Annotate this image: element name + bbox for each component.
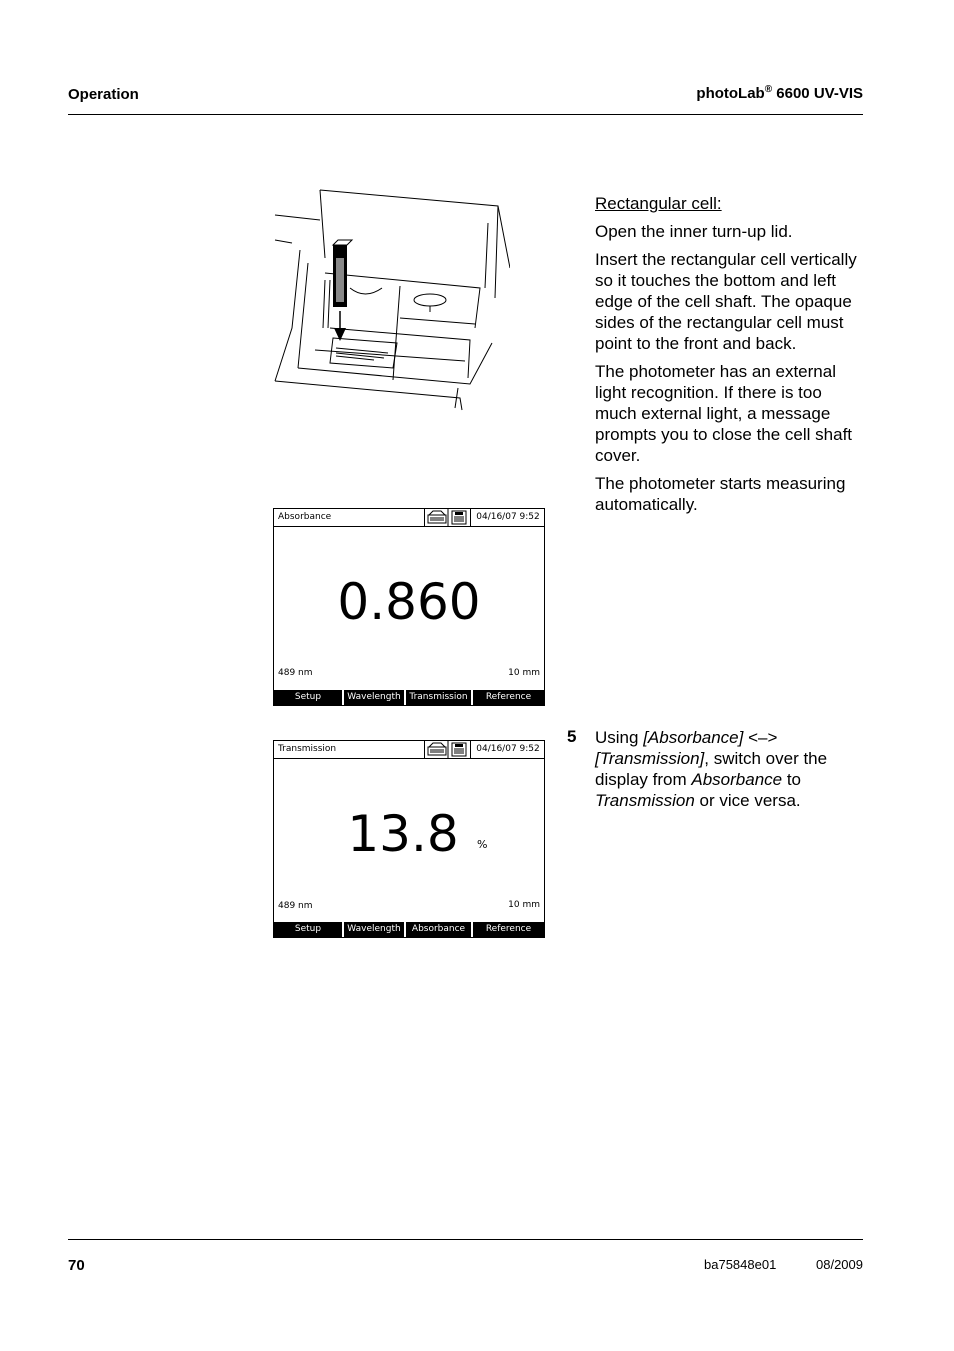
softkey-absorbance[interactable]: Absorbance [406, 922, 471, 937]
softkey-transmission[interactable]: Transmission [406, 690, 471, 705]
step-text-part: <–> [743, 728, 778, 747]
display-datetime: 04/16/07 9:52 [470, 741, 545, 758]
softkey-reference[interactable]: Reference [473, 922, 544, 937]
header-rule [68, 114, 863, 115]
step-text-part: to [782, 770, 802, 789]
softkey-setup[interactable]: Setup [274, 922, 342, 937]
measured-unit: % [477, 838, 488, 851]
absorbance-display [273, 508, 545, 706]
mode-transmission: Transmission [595, 791, 695, 810]
measured-value: 13.8 [347, 805, 459, 863]
step-text-part: or vice versa. [694, 791, 801, 810]
running-header-section: Operation [68, 86, 139, 103]
step-text-part: Using [595, 728, 644, 747]
mode-absorbance: Absorbance [691, 770, 783, 789]
document-id: ba75848e01 [704, 1257, 777, 1272]
softkey-reference[interactable]: Reference [473, 690, 544, 705]
measured-value: 0.860 [337, 573, 481, 631]
section-heading: Rectangular cell: [595, 194, 722, 213]
pathlength-readout: 10 mm [508, 668, 540, 678]
running-header-product [696, 84, 863, 102]
footer-rule [68, 1239, 863, 1240]
document-date: 08/2009 [816, 1257, 863, 1272]
product-model: 6600 UV-VIS [772, 85, 863, 102]
softkey-bar [274, 690, 544, 705]
step-text-part: , switch over the display from [595, 749, 828, 789]
printer-icon [425, 509, 471, 526]
display-datetime: 04/16/07 9:52 [470, 509, 545, 526]
pathlength-readout: 10 mm [508, 900, 540, 910]
step-number: 5 [567, 727, 577, 746]
display-mode-title: Absorbance [278, 512, 332, 522]
product-name: photoLab [696, 85, 765, 102]
cell-insertion-illustration [270, 188, 510, 412]
wavelength-readout: 489 nm [278, 668, 313, 678]
instructions-column [595, 193, 865, 522]
display-status-bar [274, 509, 544, 527]
step-text [595, 727, 865, 811]
softkey-wavelength[interactable]: Wavelength [344, 922, 404, 937]
wavelength-readout: 489 nm [278, 901, 313, 911]
softkey-bar [274, 922, 544, 937]
display-status-bar [274, 741, 544, 759]
registered-mark: ® [764, 84, 773, 95]
paragraph-starts-measuring: The photometer starts measuring automatically. [595, 474, 846, 514]
status-icons [424, 741, 471, 758]
key-absorbance: [Absorbance] [643, 728, 744, 747]
paragraph-external-light: The photometer has an external light recognition. If there is too much external light, a message prompts you to close the cell shaft cover. [595, 362, 853, 465]
softkey-setup[interactable]: Setup [274, 690, 342, 705]
transmission-display [273, 740, 545, 938]
key-transmission: [Transmission] [595, 749, 705, 768]
status-icons [424, 509, 471, 526]
page-number: 70 [68, 1257, 85, 1274]
softkey-wavelength[interactable]: Wavelength [344, 690, 404, 705]
paragraph-insert-cell: Insert the rectangular cell vertically so it touches the bottom and left edge of the cell shaft. The opaque sides of the rectangular cell must point to the front and back. [595, 250, 857, 353]
display-mode-title: Transmission [278, 744, 337, 754]
paragraph-open-lid: Open the inner turn-up lid. [595, 222, 793, 241]
printer-icon [425, 741, 471, 758]
